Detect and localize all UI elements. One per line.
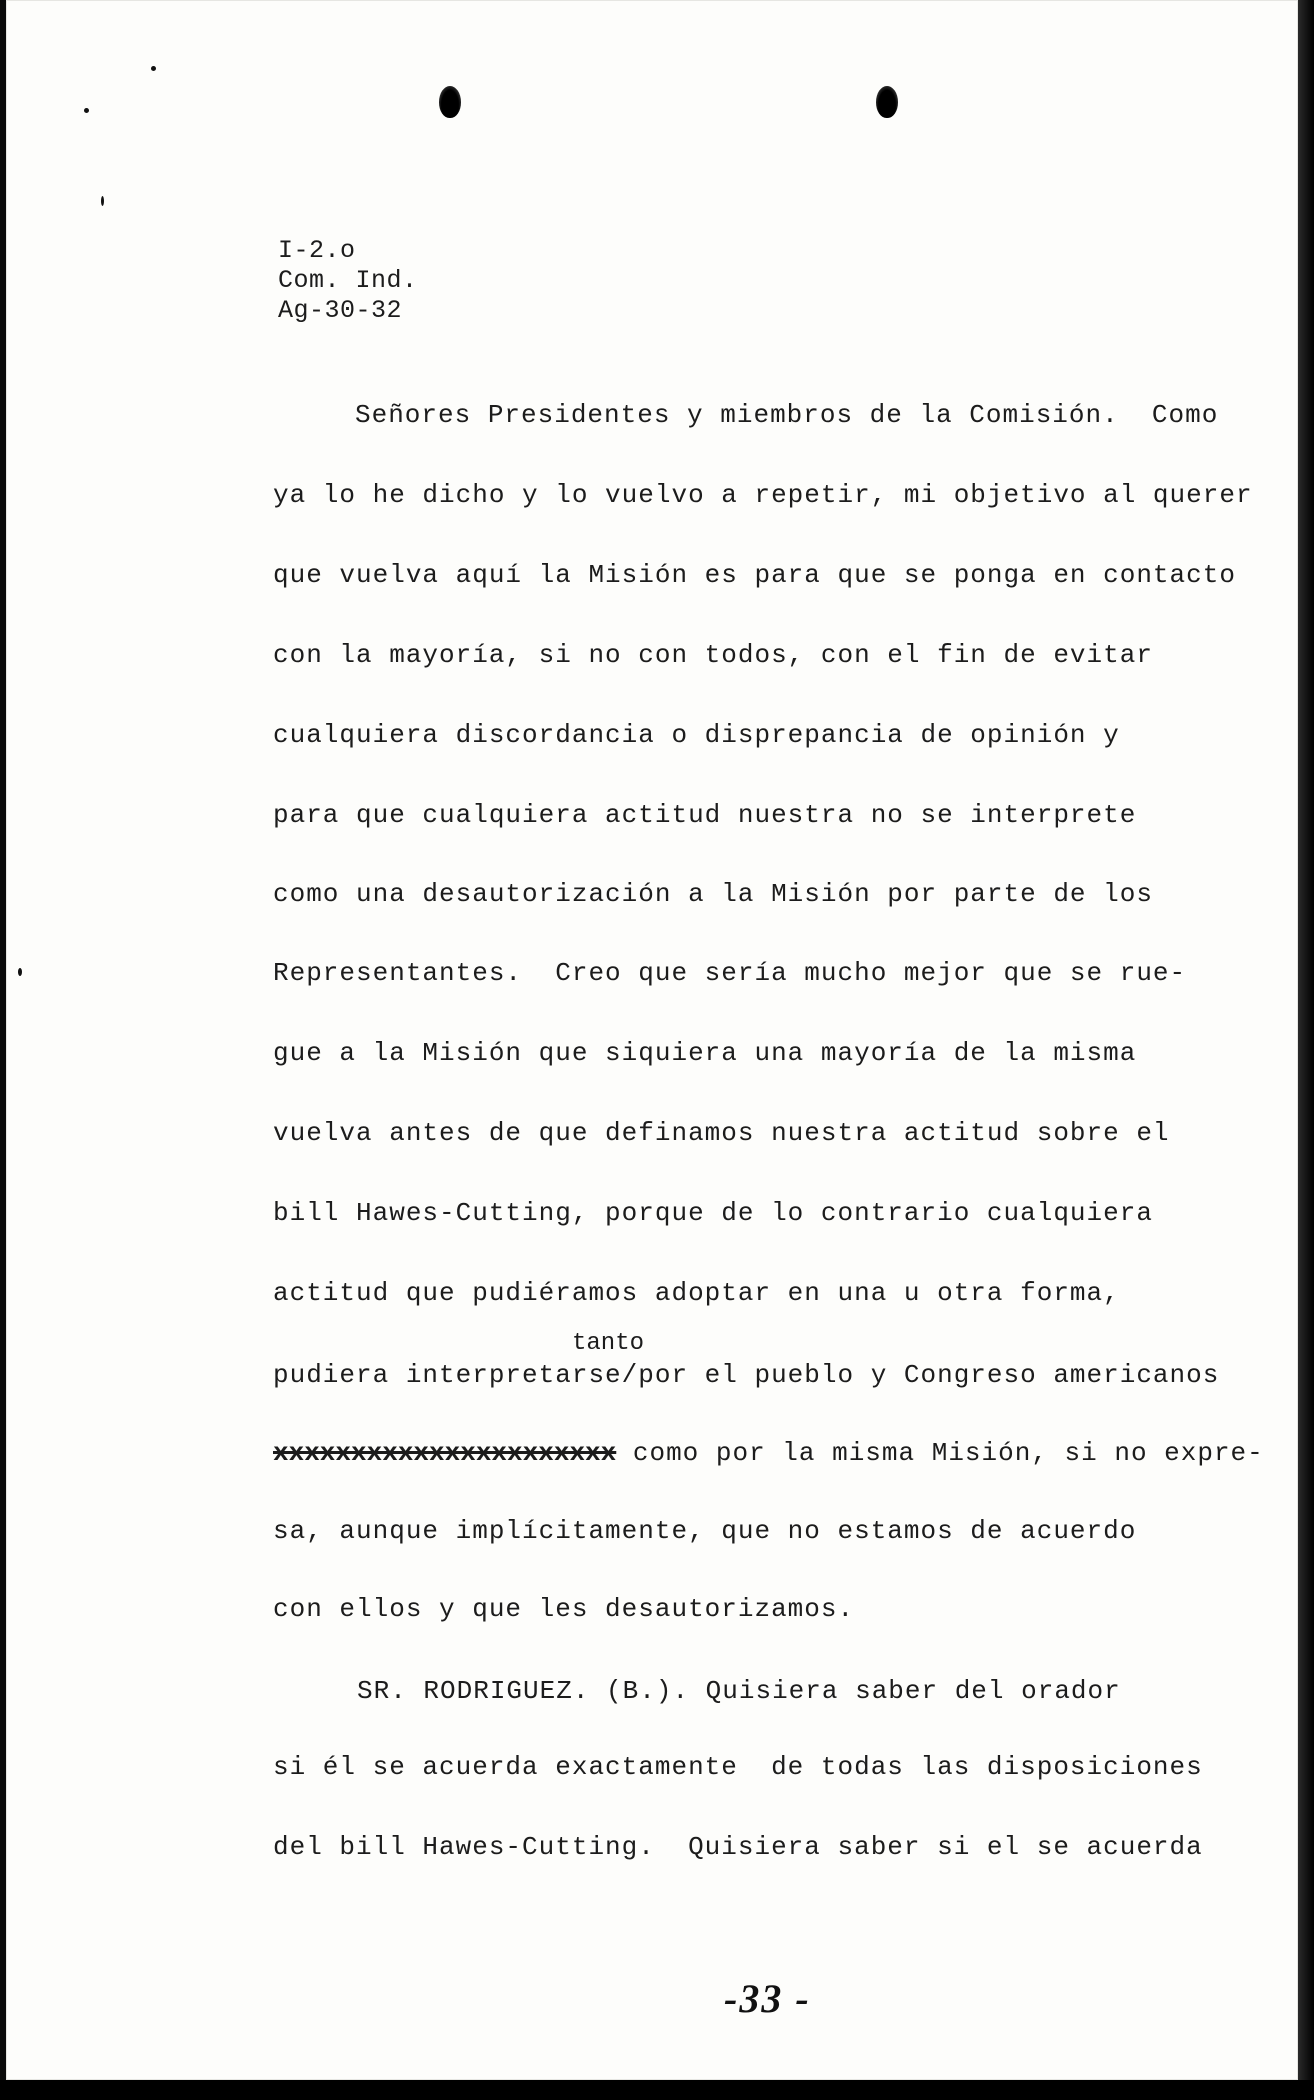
body-line: sa, aunque implícitamente, que no estamos de acuerdo: [273, 1516, 1137, 1546]
punch-hole: [876, 86, 898, 118]
scan-speck: [84, 108, 89, 113]
scan-border-right: [1298, 0, 1314, 2100]
body-line: con la mayoría, si no con todos, con el fin de evitar: [273, 640, 1153, 670]
scan-speck: [151, 66, 156, 71]
speaker-text: Quisiera saber del orador: [689, 1676, 1121, 1706]
scan-speck: [18, 968, 22, 976]
page-number: -33 -: [724, 1976, 811, 2021]
body-line: ya lo he dicho y lo vuelvo a repetir, mi objetivo al querer: [273, 480, 1253, 510]
body-line: con ellos y que les desautorizamos.: [273, 1594, 855, 1624]
scan-speck: [101, 196, 104, 206]
interlinear-insertion: tanto: [572, 1330, 645, 1357]
body-line-struck: [273, 1438, 1264, 1468]
punch-hole: [439, 86, 461, 118]
body-line: como una desautorización a la Misión por parte de los: [273, 879, 1153, 909]
header-ref: I-2.o: [278, 236, 356, 265]
body-line: del bill Hawes-Cutting. Quisiera saber si el se acuerda: [273, 1832, 1203, 1862]
struck-out-text: xxxxxxxxxxxxxxxxxxxxxx: [273, 1438, 617, 1468]
header-committee: Com. Ind.: [278, 266, 418, 295]
body-line: actitud que pudiéramos adoptar en una u otra forma,: [273, 1278, 1120, 1308]
body-line: para que cualquiera actitud nuestra no se interprete: [273, 800, 1137, 830]
body-line: gue a la Misión que siquiera una mayoría de la misma: [273, 1038, 1137, 1068]
header-date: Ag-30-32: [278, 296, 403, 325]
body-line-continuation: como por la misma Misión, si no expre-: [616, 1438, 1264, 1468]
body-line: vuelva antes de que definamos nuestra actitud sobre el: [273, 1118, 1170, 1148]
body-line: bill Hawes-Cutting, porque de lo contrario cualquiera: [273, 1198, 1153, 1228]
body-line: cualquiera discordancia o disprepancia de opinión y: [273, 720, 1120, 750]
body-line: pudiera interpretarse/por el pueblo y Congreso americanos: [273, 1360, 1220, 1390]
body-line: Representantes. Creo que sería mucho mejor que se rue-: [273, 958, 1187, 988]
speaker-line: [357, 1676, 1121, 1706]
body-line: que vuelva aquí la Misión es para que se ponga en contacto: [273, 560, 1236, 590]
scan-border-bottom: [0, 2080, 1314, 2100]
body-line: Señores Presidentes y miembros de la Comisión. Como: [355, 400, 1219, 430]
document-page: [6, 0, 1298, 2080]
body-line: si él se acuerda exactamente de todas las disposiciones: [273, 1752, 1203, 1782]
speaker-name: SR. RODRIGUEZ. (B.).: [357, 1676, 690, 1706]
